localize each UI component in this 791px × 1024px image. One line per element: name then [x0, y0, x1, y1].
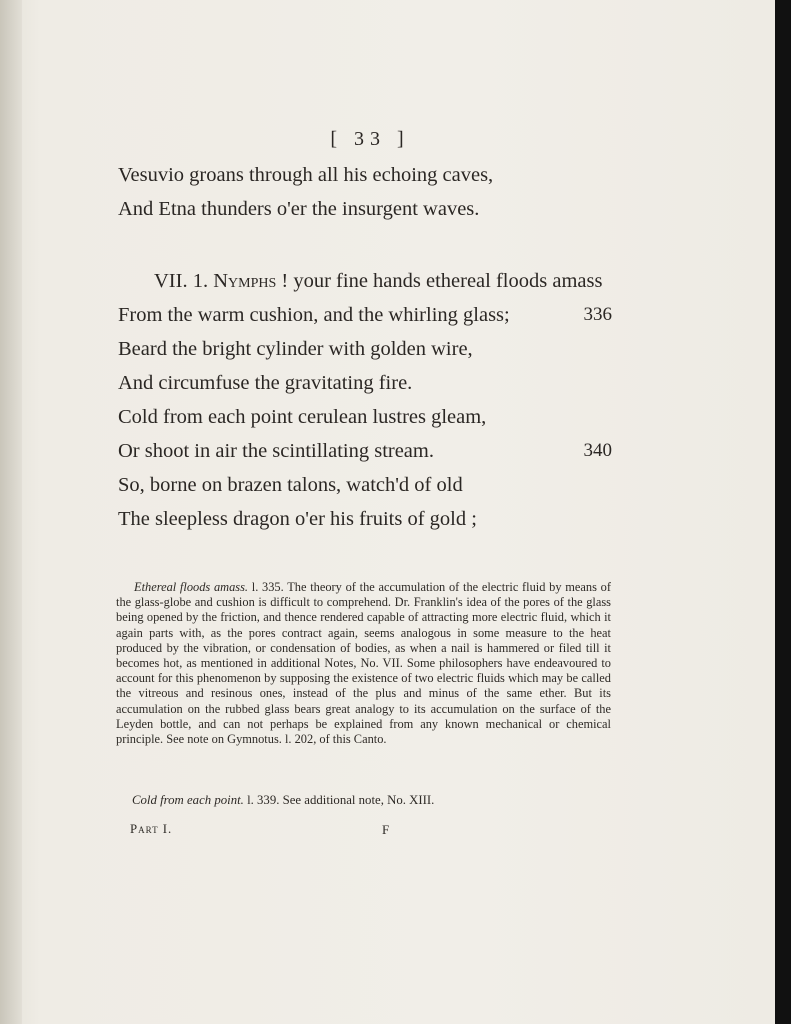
verse-stanza-a: [118, 158, 618, 226]
verse-line: And Etna thunders o'er the insurgent waves.: [118, 198, 480, 220]
verse-line: Or shoot in air the scintillating stream. 340: [118, 434, 610, 468]
verse-line: From the warm cushion, and the whirling glass; 336: [118, 298, 610, 332]
footnote-ref: Cold from each point.: [132, 793, 244, 807]
verse-line-heading: [118, 264, 610, 298]
verse-lead: Nymphs !: [213, 270, 289, 292]
verse-line: Cold from each point cerulean lustres gleam,: [118, 406, 487, 428]
right-edge: [775, 0, 791, 1024]
verse-line: So, borne on brazen talons, watch'd of old: [118, 474, 463, 496]
verse-lead-rest: your fine hands ethereal floods amass: [293, 270, 603, 292]
footnote-2: [132, 793, 434, 808]
page-number: [ 33 ]: [330, 128, 410, 150]
verse-stanza-b: [118, 264, 610, 536]
line-number: 340: [583, 440, 612, 461]
footnote-ref: Ethereal floods amass.: [134, 580, 249, 594]
footnote-1: [116, 580, 611, 747]
section-heading: VII. 1.: [154, 270, 209, 292]
footnote-text: l. 339. See additional note, No. XIII.: [247, 793, 435, 807]
part-signature: Part I.: [130, 822, 173, 836]
page-gutter: [0, 0, 22, 1024]
verse-line: And circumfuse the gravitating fire.: [118, 372, 413, 394]
signature-mark: F: [382, 822, 390, 837]
line-number: 336: [583, 304, 612, 325]
verse-line: Vesuvio groans through all his echoing caves,: [118, 164, 494, 186]
verse-line: Beard the bright cylinder with golden wire,: [118, 338, 473, 360]
footnote-text: l. 335. The theory of the accumulation of the electric fluid by means of the glass-globe and cushion is difficult to comprehend. Dr. Franklin's idea of the pores of the glass being opened by the friction, and thence rendered capable of attracting more electric fluid, which it again parts with, as the pores contract again, seems analogous in some measure to the heat produced by the vibration, or condensation of bodies, as when a nail is hammered or filed till it becomes hot, as mentioned in additional Notes, No. VII. Some philosophers have endeavoured to account for this phenomenon by supposing the existence of two electric fluids which may be called the vitreous and resinous ones, instead of the plus and minus of the same ether. But its accumulation on the rubbed glass bears great analogy to its accumulation on the surface of the Leyden bottle, and can not perhaps be explained from any known mechanical or chemical principle. See note on Gymnotus. l. 202, of this Canto.: [116, 580, 611, 747]
verse-line: The sleepless dragon o'er his fruits of gold ;: [118, 508, 477, 530]
